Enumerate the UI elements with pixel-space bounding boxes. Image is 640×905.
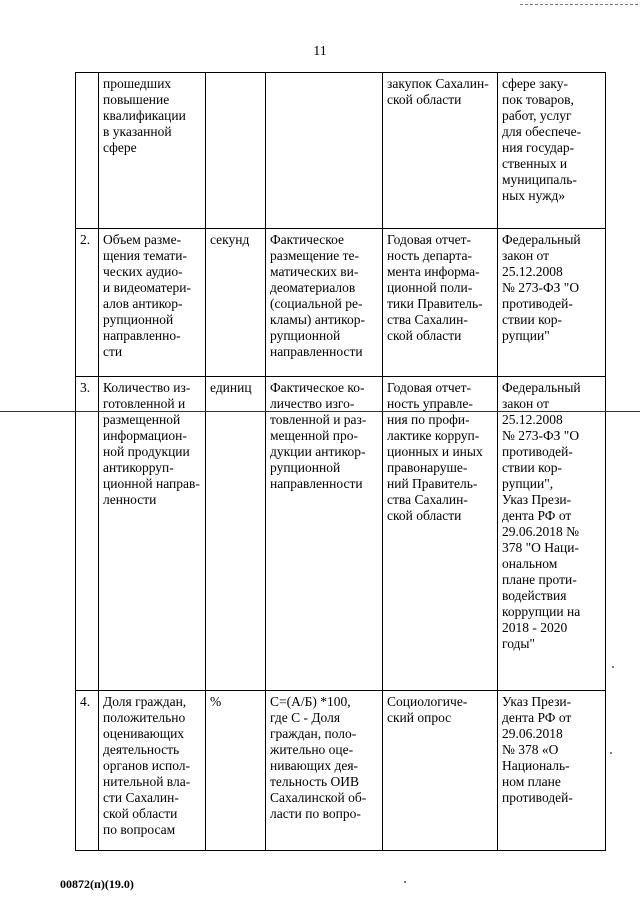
cell-text-line: ствии кор- <box>502 312 562 327</box>
document-code: 00872(п)(19.0) <box>60 877 134 891</box>
cell-text-line: Количество из- <box>103 380 191 395</box>
cell-text-line: рупционной <box>103 312 174 327</box>
legal-basis-cell <box>498 73 606 229</box>
calculation-method-cell <box>266 73 383 229</box>
cell-text-line: по вопросам <box>103 822 176 837</box>
cell-text-line: нительной вла- <box>103 774 191 789</box>
cell-text: % <box>210 694 222 709</box>
cell-text-line: органов испол- <box>103 758 190 773</box>
cell-text-line: коррупции на <box>502 604 581 619</box>
cell-text-line: рупции", <box>502 476 554 491</box>
indicator-name-cell <box>99 377 206 691</box>
cell-text-line: ства Сахалин- <box>387 312 468 327</box>
cell-text-line: матических ви- <box>270 264 359 279</box>
legal-basis-cell <box>498 377 606 691</box>
indicator-name-cell <box>99 73 206 229</box>
cell-text-line: оценивающих <box>103 726 185 741</box>
cell-text-line: направленности <box>270 476 363 491</box>
cell-text-line: ния государ- <box>502 140 575 155</box>
cell-text-line: 25.12.2008 <box>502 264 563 279</box>
cell-text-line: ской области <box>103 806 178 821</box>
cell-text: 3. <box>80 380 91 395</box>
cell-text-line: противодей- <box>502 444 573 459</box>
cell-text-line: дента РФ от <box>502 710 572 725</box>
cell-text-line: муниципаль- <box>502 172 577 187</box>
cell-text-line: сти <box>103 344 123 359</box>
cell-text-line: ской области <box>387 508 462 523</box>
cell-text-line: дента РФ от <box>502 508 572 523</box>
data-source-cell <box>383 229 498 377</box>
cell-text-line: квалификации <box>103 108 186 123</box>
row-number-cell <box>76 691 99 851</box>
cell-text-line: ных нужд» <box>502 188 566 203</box>
cell-text-line: Фактическое <box>270 232 345 247</box>
cell-text-line: направленности <box>270 344 363 359</box>
cell-text-line: закон от <box>502 396 550 411</box>
scan-speck <box>612 666 614 668</box>
cell-text-line: дукции антикор- <box>270 444 366 459</box>
cell-text-line: деоматериалов <box>270 280 356 295</box>
unit-cell <box>206 73 266 229</box>
cell-text-line: ленности <box>103 492 157 507</box>
cell-text-line: Сахалинской об- <box>270 790 367 805</box>
cell-text-line: ства Сахалин- <box>387 492 468 507</box>
cell-text-line: ний Правитель- <box>387 476 478 491</box>
cell-text-line: рупционной <box>270 328 341 343</box>
cell-text-line: ческих аудио- <box>103 264 183 279</box>
cell-text-line: № 273-ФЗ "О <box>502 280 580 295</box>
cell-text-line: сти Сахалин- <box>103 790 179 805</box>
cell-text-line: рупции" <box>502 328 550 343</box>
legal-basis-cell <box>498 691 606 851</box>
cell-text-line: готовленной и <box>103 396 186 411</box>
cell-text-line: мещенной про- <box>270 428 358 443</box>
cell-text-line: щения темати- <box>103 248 188 263</box>
cell-text: 4. <box>80 694 91 709</box>
cell-text-line: личество изго- <box>270 396 355 411</box>
cell-text-line: ционных и иных <box>387 444 483 459</box>
cell-text-line: 2018 - 2020 <box>502 620 568 635</box>
cell-text-line: где С - Доля <box>270 710 341 725</box>
cell-text-line: ном плане <box>502 774 561 789</box>
cell-text-line: мента информа- <box>387 264 480 279</box>
cell-text-line: работ, услуг <box>502 108 572 123</box>
calculation-method-cell <box>266 377 383 691</box>
cell-text-line: годы" <box>502 636 536 651</box>
cell-text-line: ский опрос <box>387 710 452 725</box>
cell-text: секунд <box>210 232 250 247</box>
cell-text-line: ния по профи- <box>387 412 470 427</box>
unit-cell <box>206 377 266 691</box>
indicator-name-cell <box>99 691 206 851</box>
cell-text-line: информацион- <box>103 428 187 443</box>
cell-text-line: Доля граждан, <box>103 694 187 709</box>
cell-text-line: антикорруп- <box>103 460 174 475</box>
indicators-table <box>75 72 606 851</box>
cell-text-line: ской области <box>387 92 462 107</box>
table-row <box>76 229 606 377</box>
row-number-cell <box>76 377 99 691</box>
cell-text-line: лактике корруп- <box>387 428 480 443</box>
cell-text-line: № 378 «О <box>502 742 559 757</box>
cell-text: единиц <box>210 380 252 395</box>
cell-text-line: прошедших <box>103 76 172 91</box>
cell-text-line: повышение <box>103 92 170 107</box>
scan-edge-mark <box>520 4 638 5</box>
cell-text-line: размещенной <box>103 412 181 427</box>
cell-text: 2. <box>80 232 91 247</box>
legal-basis-cell <box>498 229 606 377</box>
cell-text-line: тельность ОИВ <box>270 774 360 789</box>
cell-text-line: положительно <box>103 710 186 725</box>
row-number-cell <box>76 73 99 229</box>
cell-text-line: Годовая отчет- <box>387 232 472 247</box>
cell-text-line: водействия <box>502 588 567 603</box>
indicator-name-cell <box>99 229 206 377</box>
cell-text-line: сфере заку- <box>502 76 568 91</box>
cell-text-line: граждан, поло- <box>270 726 357 741</box>
page-number: 11 <box>313 44 327 59</box>
cell-text-line: ность управле- <box>387 396 473 411</box>
cell-text-line: противодей- <box>502 790 573 805</box>
scan-speck <box>404 881 406 883</box>
cell-text-line: товленной и раз- <box>270 412 367 427</box>
cell-text-line: Объем разме- <box>103 232 182 247</box>
cell-text-line: 29.06.2018 <box>502 726 563 741</box>
cell-text-line: плане проти- <box>502 572 577 587</box>
cell-text-line: ной продукции <box>103 444 190 459</box>
cell-text-line: Федеральный <box>502 380 581 395</box>
cell-text-line: 25.12.2008 <box>502 412 563 427</box>
cell-text-line: рупционной <box>270 460 341 475</box>
table-row <box>76 73 606 229</box>
cell-text-line: С=(А/Б) *100, <box>270 694 351 709</box>
scan-artifact-line <box>0 411 640 412</box>
cell-text-line: ность департа- <box>387 248 472 263</box>
cell-text-line: противодей- <box>502 296 573 311</box>
cell-text-line: ласти по вопро- <box>270 806 361 821</box>
cell-text-line: для обеспече- <box>502 124 582 139</box>
cell-text-line: направленно- <box>103 328 181 343</box>
table-row <box>76 377 606 691</box>
unit-cell <box>206 691 266 851</box>
cell-text-line: сфере <box>103 140 137 155</box>
cell-text-line: закон от <box>502 248 550 263</box>
cell-text-line: жительно оце- <box>270 742 354 757</box>
cell-text-line: нивающих дея- <box>270 758 359 773</box>
cell-text-line: Указ Прези- <box>502 694 572 709</box>
cell-text-line: Националь- <box>502 758 570 773</box>
cell-text-line: Указ Прези- <box>502 492 572 507</box>
table-row <box>76 691 606 851</box>
cell-text-line: кламы) антикор- <box>270 312 365 327</box>
cell-text-line: ционной направ- <box>103 476 200 491</box>
cell-text-line: ционной поли- <box>387 280 473 295</box>
cell-text-line: Фактическое ко- <box>270 380 365 395</box>
cell-text-line: № 273-ФЗ "О <box>502 428 580 443</box>
cell-text-line: ональном <box>502 556 558 571</box>
cell-text-line: правонаруше- <box>387 460 468 475</box>
cell-text-line: 378 "О Наци- <box>502 540 579 555</box>
cell-text-line: ской области <box>387 328 462 343</box>
cell-text-line: Федеральный <box>502 232 581 247</box>
calculation-method-cell <box>266 691 383 851</box>
cell-text-line: (социальной ре- <box>270 296 363 311</box>
calculation-method-cell <box>266 229 383 377</box>
data-source-cell <box>383 73 498 229</box>
cell-text-line: размещение те- <box>270 248 360 263</box>
scan-speck <box>610 752 612 754</box>
cell-text-line: ственных и <box>502 156 568 171</box>
row-number-cell <box>76 229 99 377</box>
unit-cell <box>206 229 266 377</box>
cell-text-line: и видеоматери- <box>103 280 192 295</box>
cell-text-line: пок товаров, <box>502 92 574 107</box>
cell-text-line: тики Правитель- <box>387 296 483 311</box>
cell-text-line: ствии кор- <box>502 460 562 475</box>
cell-text-line: деятельность <box>103 742 180 757</box>
cell-text-line: Социологиче- <box>387 694 468 709</box>
cell-text-line: алов антикор- <box>103 296 183 311</box>
cell-text-line: 29.06.2018 № <box>502 524 580 539</box>
cell-text-line: Годовая отчет- <box>387 380 472 395</box>
cell-text-line: в указанной <box>103 124 172 139</box>
table-body <box>76 73 606 851</box>
cell-text-line: закупок Сахалин- <box>387 76 489 91</box>
data-source-cell <box>383 377 498 691</box>
data-source-cell <box>383 691 498 851</box>
